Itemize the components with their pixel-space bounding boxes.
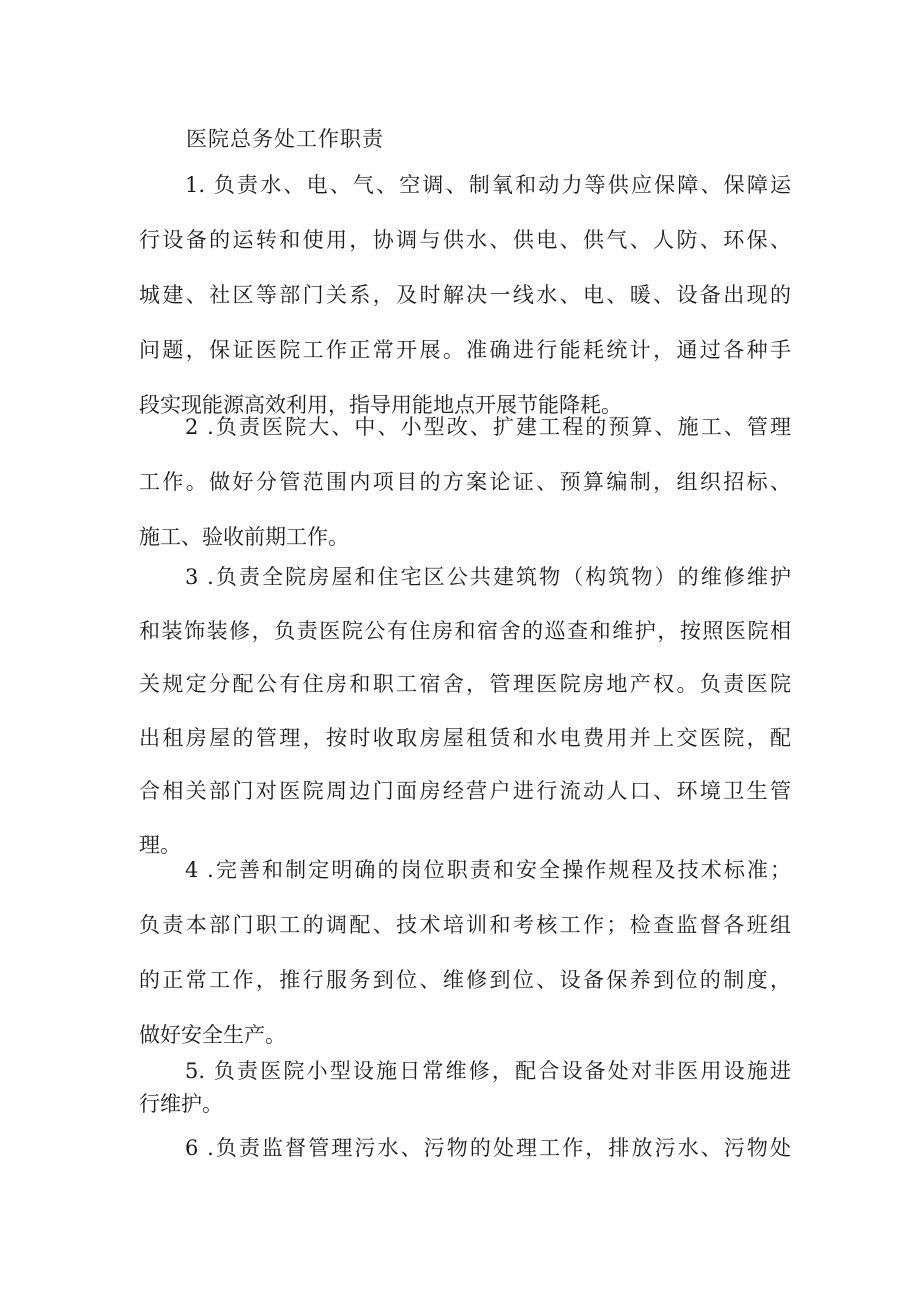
document-title: 医院总务处工作职责 [186,127,384,151]
paragraph-line: 6 .负责监督管理污水、污物的处理工作，排放污水、污物处 [185,1136,791,1160]
paragraph-1 [139,170,791,420]
paragraph-line: 理。 [139,832,181,857]
paragraph-line: 问题，保证医院工作正常开展。准确进行能耗统计，通过各种手 [139,338,791,362]
paragraph-3 [139,562,791,860]
paragraph-line: 负责本部门职工的调配、技术培训和考核工作；检查监督各班组 [139,913,791,937]
paragraph-4 [139,855,791,1050]
paragraph-line: 行维护。 [139,1092,223,1116]
paragraph-line: 出租房屋的管理，按时收取房屋租赁和水电费用并上交医院，配 [139,725,791,750]
paragraph-line: 1. 负责水、电、气、空调、制氧和动力等供应保障、保障运 [185,173,791,197]
paragraph-line: 和装饰装修，负责医院公有住房和宿舍的巡查和维护，按照医院相 [139,618,791,643]
paragraph-line: 关规定分配公有住房和职工宿舍，管理医院房地产权。负责医院 [139,672,791,696]
paragraph-line: 5. 负责医院小型设施日常维修，配合设备处对非医用设施进 [185,1059,791,1083]
paragraph-2 [139,412,791,552]
paragraph-line: 4 .完善和制定明确的岗位职责和安全操作规程及技术标准； [185,858,791,882]
paragraph-line: 段实现能源高效利用，指导用能地点开展节能降耗。 [139,393,622,417]
paragraph-6 [139,1133,791,1163]
paragraph-line: 的正常工作，推行服务到位、维修到位、设备保养到位的制度， [139,968,791,992]
paragraph-line: 2 .负责医院大、中、小型改、扩建工程的预算、施工、管理 [185,415,791,439]
paragraph-line: 施工、验收前期工作。 [139,525,349,549]
paragraph-line: 城建、社区等部门关系，及时解决一线水、电、暖、设备出现的 [139,283,791,307]
paragraph-line: 行设备的运转和使用，协调与供水、供电、供气、人防、环保、 [139,228,791,252]
paragraph-line: 3 .负责全院房屋和住宅区公共建筑物（构筑物）的维修维护 [185,565,791,589]
paragraph-line: 做好安全生产。 [139,1023,286,1047]
paragraph-line: 工作。做好分管范围内项目的方案论证、预算编制，组织招标、 [139,470,791,494]
paragraph-line: 合相关部门对医院周边门面房经营户进行流动人口、环境卫生管 [139,779,791,803]
paragraph-5 [139,1056,791,1119]
